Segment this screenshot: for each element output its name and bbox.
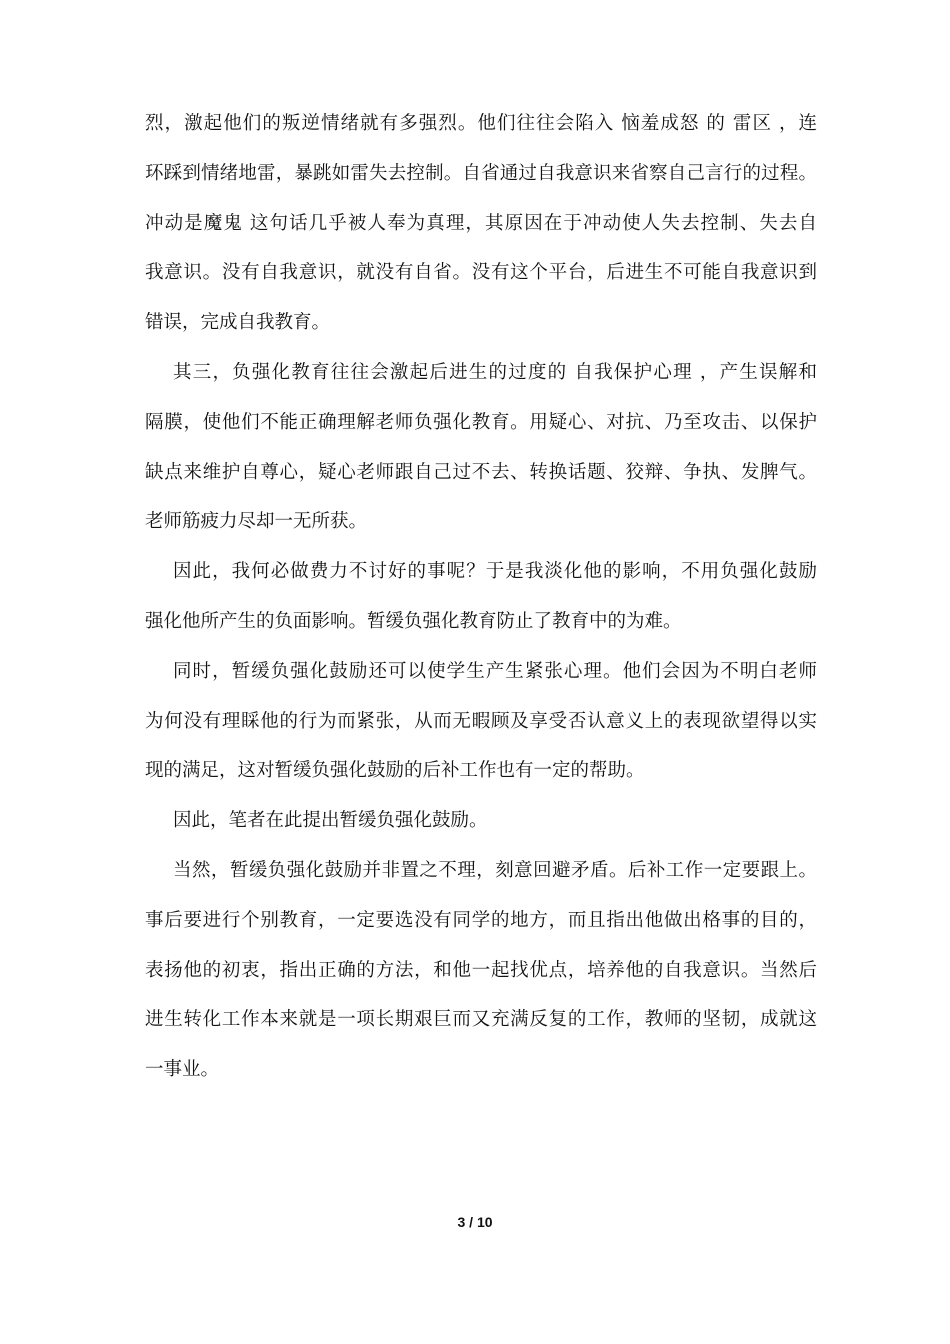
text-line: 因此，我何必做费力不讨好的事呢？于是我淡化他的影响，不用负强化鼓励: [173, 561, 817, 583]
text-line: 隔膜，使他们不能正确理解老师负强化教育。用疑心、对抗、乃至攻击、以保护: [145, 411, 817, 433]
text-line: 进生转化工作本来就是一项长期艰巨而又充满反复的工作，教师的坚韧，成就这: [145, 1009, 817, 1031]
text-line: 老师筋疲力尽却一无所获。: [145, 511, 368, 533]
text-line: 同时，暂缓负强化鼓励还可以使学生产生紧张心理。他们会因为不明白老师: [173, 660, 817, 682]
text-line: 我意识。没有自我意识，就没有自省。没有这个平台，后进生不可能自我意识到: [145, 262, 817, 284]
text-line: 因此，笔者在此提出暂缓负强化鼓励。: [173, 810, 488, 832]
text-line: 冲动是魔鬼 这句话几乎被人奉为真理，其原因在于冲动使人失去控制、失去自: [145, 212, 817, 234]
text-line: 其三，负强化教育往往会激起后进生的过度的 自我保护心理 ，产生误解和: [173, 361, 817, 383]
text-line: 一事业。: [145, 1059, 220, 1081]
text-line: 强化他所产生的负面影响。暂缓负强化教育防止了教育中的为难。: [145, 610, 682, 632]
text-line: 现的满足，这对暂缓负强化鼓励的后补工作也有一定的帮助。: [145, 760, 645, 782]
text-line: 错误，完成自我教育。: [145, 312, 331, 334]
page-number: 3 / 10: [457, 1214, 493, 1230]
text-line: 烈，激起他们的叛逆情绪就有多强烈。他们往往会陷入 恼羞成怒 的 雷区 ，连: [145, 113, 817, 134]
text-line: 环踩到情绪地雷，暴跳如雷失去控制。自省通过自我意识来省察自己言行的过程。: [145, 162, 817, 184]
text-line: 缺点来维护自尊心，疑心老师跟自己过不去、转换话题、狡辩、争执、发脾气。: [145, 461, 817, 483]
document-body: [145, 104, 817, 1100]
text-line: 事后要进行个别教育，一定要选没有同学的地方，而且指出他做出格事的目的，: [145, 909, 817, 931]
text-line: 表扬他的初衷，指出正确的方法，和他一起找优点，培养他的自我意识。当然后: [145, 959, 817, 981]
text-line: 为何没有理睬他的行为而紧张，从而无暇顾及享受否认意义上的表现欲望得以实: [145, 710, 817, 732]
text-line: 当然，暂缓负强化鼓励并非置之不理，刻意回避矛盾。后补工作一定要跟上。: [173, 859, 817, 881]
